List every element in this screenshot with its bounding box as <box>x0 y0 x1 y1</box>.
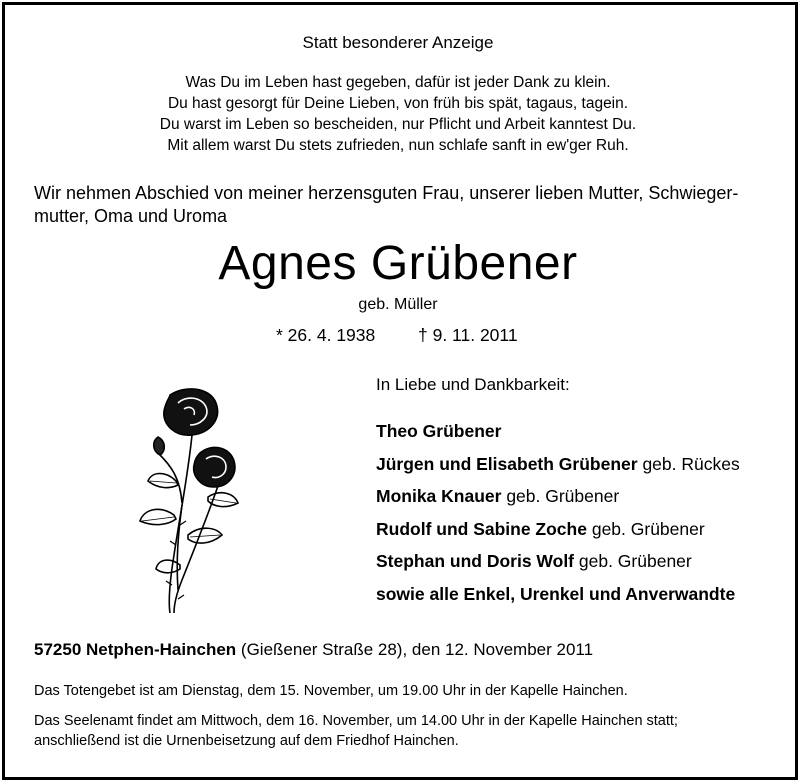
thanks-line: In Liebe und Dankbarkeit: <box>376 375 570 394</box>
list-item <box>376 518 740 551</box>
rose-illustration <box>130 385 260 615</box>
list-item <box>376 583 740 616</box>
address-place: 57250 Netphen-Hainchen <box>34 640 237 659</box>
mourner-suffix: geb. Grübener <box>574 551 692 571</box>
address-line <box>34 640 593 660</box>
poem-line: Du warst im Leben so bescheiden, nur Pflicht und Arbeit kanntest Du. <box>159 116 637 133</box>
mass-note-line-1: Das Seelenamt findet am Mittwoch, dem 16. November, um 14.00 Uhr in der Kapelle Hainchen statt; <box>34 713 678 729</box>
mourner-suffix: geb. Grübener <box>501 486 620 506</box>
poem <box>0 72 796 156</box>
poem-line: Du hast gesorgt für Deine Lieben, von früh bis spät, tagaus, tagein. <box>167 95 629 112</box>
mourner-name: Jürgen und Elisabeth Grübener <box>376 453 638 474</box>
list-item <box>376 485 740 518</box>
address-details: (Gießener Straße 28), den 12. November 2011 <box>236 640 594 659</box>
mourners-list <box>376 420 740 615</box>
mourner-suffix: geb. Rückes <box>637 453 740 474</box>
mourner-name: Theo Grübener <box>376 421 502 441</box>
notice-heading: Statt besonderer Anzeige <box>302 33 494 52</box>
deceased-name: Agnes Grübener <box>218 237 578 290</box>
poem-line: Was Du im Leben hast gegeben, dafür ist jeder Dank zu klein. <box>185 74 611 91</box>
list-item <box>376 420 740 453</box>
mourner-name: Monika Knauer <box>376 486 502 506</box>
death-date: † 9. 11. 2011 <box>418 325 518 345</box>
maiden-name: geb. Müller <box>358 296 438 313</box>
mourner-suffix: geb. Grübener <box>586 518 705 539</box>
prayer-note: Das Totengebet ist am Dienstag, dem 15. November, um 19.00 Uhr in der Kapelle Hainchen. <box>34 683 628 699</box>
list-item <box>376 453 740 486</box>
mass-note-line-2: anschließend ist die Urnenbeisetzung auf dem Friedhof Hainchen. <box>34 733 459 749</box>
list-item <box>376 550 740 583</box>
birth-date: * 26. 4. 1938 <box>276 325 376 345</box>
poem-line: Mit allem warst Du stets zufrieden, nun schlafe sanft in ew'ger Ruh. <box>167 137 629 154</box>
mourner-name: sowie alle Enkel, Urenkel und Anverwandte <box>376 583 736 604</box>
mourner-name: Stephan und Doris Wolf <box>376 551 575 571</box>
intro-text: Wir nehmen Abschied von meiner herzensguten Frau, unserer lieben Mutter, Schwieger-mutter, Oma und Uroma <box>34 183 739 226</box>
mourner-name: Rudolf und Sabine Zoche <box>376 518 587 539</box>
